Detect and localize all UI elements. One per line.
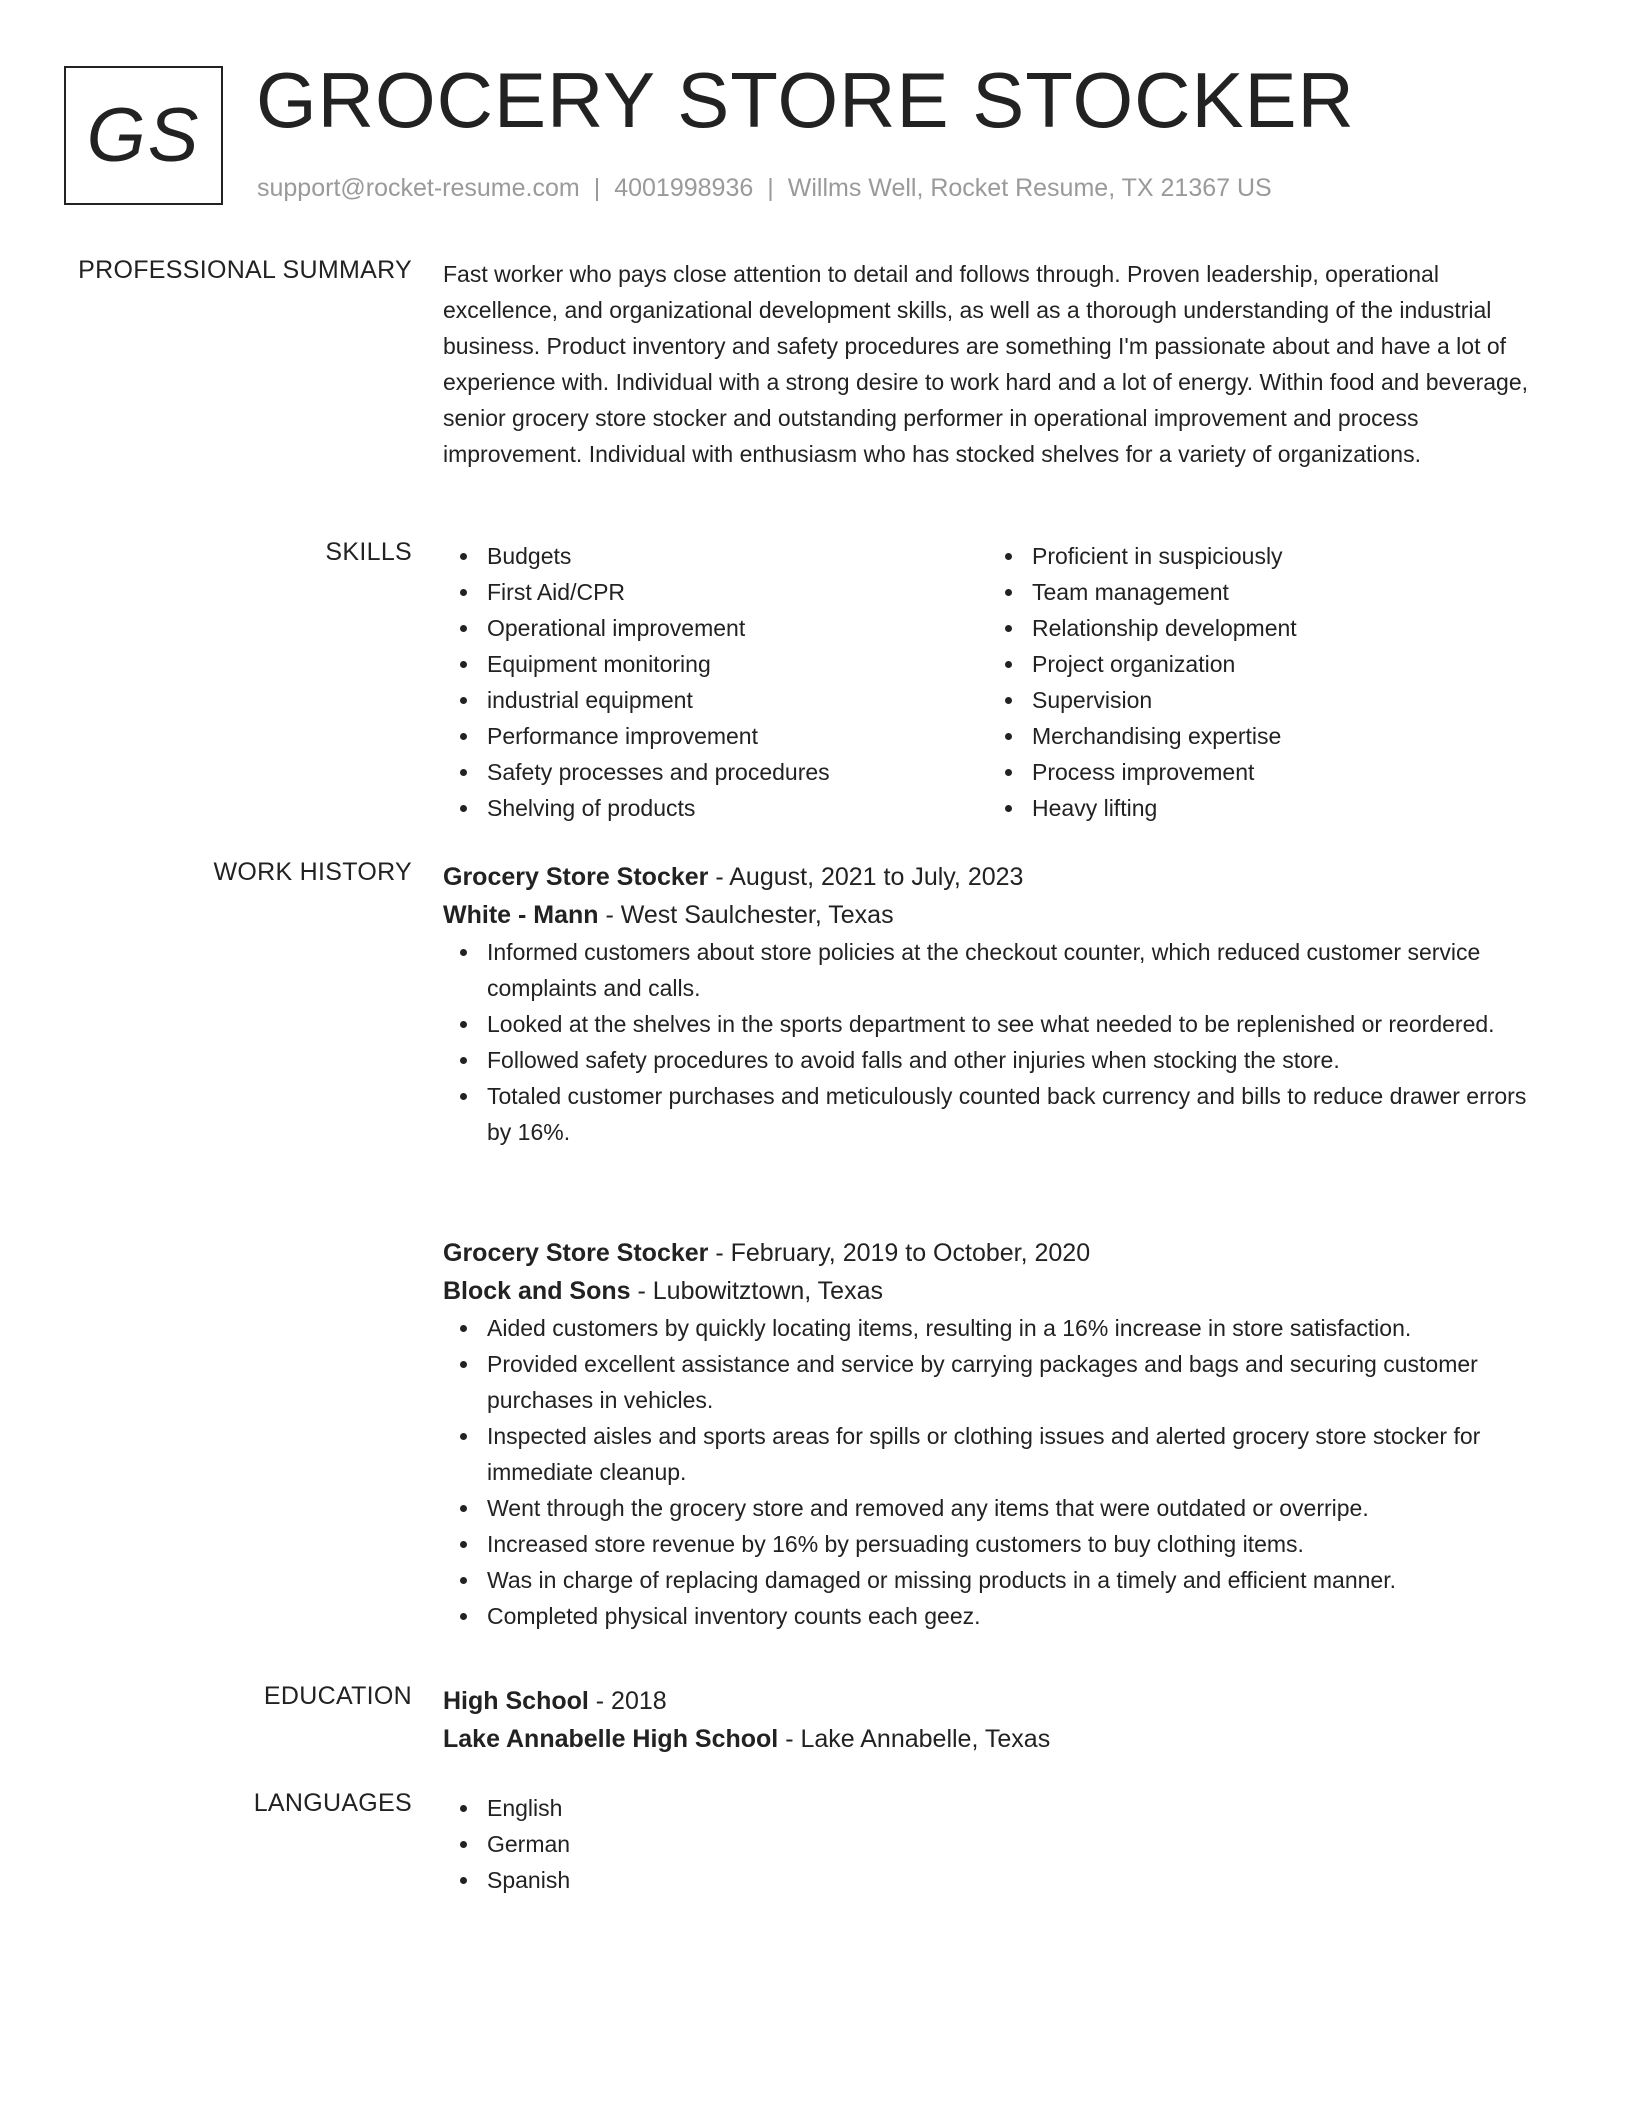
job-bullet: Looked at the shelves in the sports department to see what needed to be replenished or reordered.	[443, 1006, 1555, 1042]
resume-name-title: GROCERY STORE STOCKER	[256, 56, 1355, 144]
education-school: Lake Annabelle High School	[443, 1725, 779, 1753]
job-bullet: Informed customers about store policies at the checkout counter, which reduced customer service complaints and calls.	[443, 934, 1555, 1006]
skill-item: industrial equipment	[443, 682, 988, 718]
skill-item: Proficient in suspiciously	[988, 538, 1533, 574]
education-degree: High School	[443, 1687, 589, 1715]
job-title: Grocery Store Stocker	[443, 1239, 709, 1267]
skill-item: Budgets	[443, 538, 988, 574]
job-bullet: Totaled customer purchases and meticulously counted back currency and bills to reduce drawer errors by 16%.	[443, 1078, 1555, 1150]
job-title: Grocery Store Stocker	[443, 863, 709, 891]
job-bullet: Was in charge of replacing damaged or missing products in a timely and efficient manner.	[443, 1562, 1555, 1598]
section-label-work-history: WORK HISTORY	[213, 858, 412, 886]
skill-item: Relationship development	[988, 610, 1533, 646]
language-item: Spanish	[443, 1862, 1555, 1898]
job-company-line	[443, 1272, 1555, 1310]
job-entry	[443, 1234, 1555, 1634]
job-title-line	[443, 858, 1555, 896]
skill-item: Safety processes and procedures	[443, 754, 988, 790]
contact-address: Willms Well, Rocket Resume, TX 21367 US	[787, 174, 1272, 202]
initials-monogram: GS	[64, 66, 223, 205]
education-school-line	[443, 1720, 1555, 1758]
section-label-education: EDUCATION	[263, 1682, 412, 1710]
job-dates: - February, 2019 to October, 2020	[708, 1239, 1091, 1267]
summary-text: Fast worker who pays close attention to detail and follows through. Proven leadership, operational excellence, and organizational development skills, as well as a thorough understanding of the industrial business. Product inventory and safety procedures are something I'm passionate about and have a lot of experience with. Individual with a strong desire to work hard and a lot of energy. Within food and beverage, senior grocery store stocker and outstanding performer in operational improvement and process improvement. Individual with enthusiasm who has stocked shelves for a variety of organizations.	[443, 261, 1529, 467]
skill-item: Process improvement	[988, 754, 1533, 790]
job-bullet: Followed safety procedures to avoid falls and other injuries when stocking the store.	[443, 1042, 1555, 1078]
job-bullet: Aided customers by quickly locating items, resulting in a 16% increase in store satisfaction.	[443, 1310, 1555, 1346]
job-title-line	[443, 1234, 1555, 1272]
job-bullets	[443, 934, 1555, 1150]
job-location: - West Saulchester, Texas	[598, 901, 894, 929]
section-label-skills: SKILLS	[325, 538, 412, 566]
skill-item: Supervision	[988, 682, 1533, 718]
education-entry	[443, 1682, 1555, 1758]
skill-item: Equipment monitoring	[443, 646, 988, 682]
skill-item: Project organization	[988, 646, 1533, 682]
job-bullet: Went through the grocery store and removed any items that were outdated or overripe.	[443, 1490, 1555, 1526]
contact-separator: |	[767, 174, 774, 202]
job-bullet: Inspected aisles and sports areas for spills or clothing issues and alerted grocery store stocker for immediate cleanup.	[443, 1418, 1555, 1490]
education-location: - Lake Annabelle, Texas	[778, 1725, 1051, 1753]
language-item: German	[443, 1826, 1555, 1862]
job-location: - Lubowitztown, Texas	[630, 1277, 883, 1305]
skills-grid	[443, 538, 1555, 826]
job-bullet: Completed physical inventory counts each geez.	[443, 1598, 1555, 1634]
skill-item: Shelving of products	[443, 790, 988, 826]
contact-line	[257, 174, 1272, 203]
section-label-summary: PROFESSIONAL SUMMARY	[78, 256, 412, 284]
language-item: English	[443, 1790, 1555, 1826]
skill-item: Team management	[988, 574, 1533, 610]
job-company: White - Mann	[443, 901, 599, 929]
languages-list	[443, 1790, 1555, 1898]
skill-item: Heavy lifting	[988, 790, 1533, 826]
skills-list-right	[988, 538, 1533, 826]
education-year: - 2018	[588, 1687, 667, 1715]
skill-item: Merchandising expertise	[988, 718, 1533, 754]
job-company: Block and Sons	[443, 1277, 631, 1305]
job-bullets	[443, 1310, 1555, 1634]
skill-item: Performance improvement	[443, 718, 988, 754]
job-bullet: Increased store revenue by 16% by persuading customers to buy clothing items.	[443, 1526, 1555, 1562]
section-label-languages: LANGUAGES	[253, 1789, 412, 1817]
job-entry	[443, 858, 1555, 1150]
education-degree-line	[443, 1682, 1555, 1720]
languages-entry	[443, 1790, 1555, 1898]
skill-item: First Aid/CPR	[443, 574, 988, 610]
skill-item: Operational improvement	[443, 610, 988, 646]
job-dates: - August, 2021 to July, 2023	[708, 863, 1024, 891]
contact-separator: |	[593, 174, 601, 202]
contact-phone[interactable]: 4001998936	[614, 174, 754, 202]
contact-email[interactable]: support@rocket-resume.com	[257, 174, 580, 202]
skills-list-left	[443, 538, 988, 826]
job-bullet: Provided excellent assistance and service by carrying packages and bags and securing customer purchases in vehicles.	[443, 1346, 1555, 1418]
job-company-line	[443, 896, 1555, 934]
